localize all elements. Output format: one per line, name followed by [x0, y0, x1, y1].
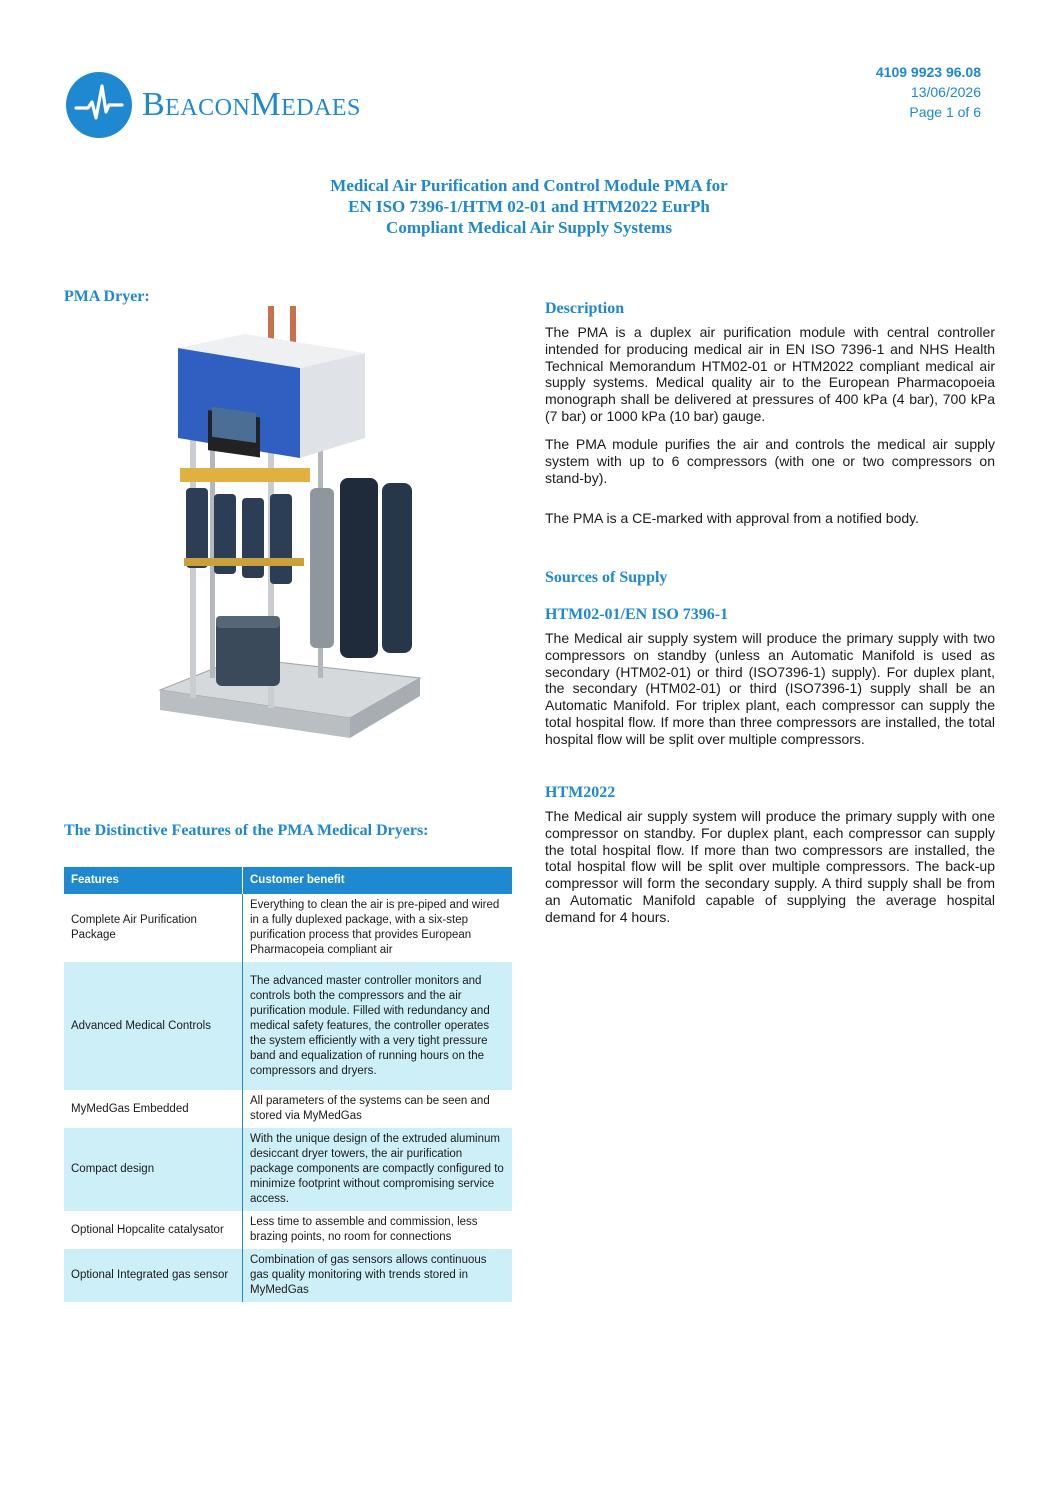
table-row: [64, 1211, 512, 1249]
feature-cell: MyMedGas Embedded: [64, 1090, 243, 1128]
company-logo: [66, 72, 361, 138]
benefit-cell: Combination of gas sensors allows continuous gas quality monitoring with trends stored in MyMedGas: [243, 1249, 513, 1302]
description-paragraph-2: The PMA module purifies the air and controls the medical air supply system with up to 6 compressors (with one or two compressors on stand-by).: [545, 436, 995, 486]
title-line-1: Medical Air Purification and Control Module PMA for: [330, 176, 728, 195]
table-row: [64, 1128, 512, 1211]
page-title: [0, 175, 1058, 238]
htm2022-heading: HTM2022: [545, 784, 616, 801]
feature-cell: Optional Hopcalite catalysator: [64, 1211, 243, 1249]
title-line-3: Compliant Medical Air Supply Systems: [386, 218, 672, 237]
column-header-benefit: Customer benefit: [243, 867, 513, 894]
column-header-features: Features: [64, 867, 243, 894]
feature-cell: Optional Integrated gas sensor: [64, 1249, 243, 1302]
features-table: [64, 867, 512, 1302]
table-row: [64, 962, 512, 1090]
description-paragraph-1: The PMA is a duplex air purification module with central controller intended for producing medical air in EN ISO 7396-1 and NHS Health Technical Memorandum HTM02-01 or HTM2022 compliant medical air supply systems. Medical quality air to the European Pharmacopoeia monograph shall be delivered at pressures of 400 kPa (4 bar), 700 kPa (7 bar) or 1000 kPa (10 bar) gauge.: [545, 324, 995, 424]
pma-dryer-heading: PMA Dryer:: [64, 288, 150, 305]
feature-cell: Complete Air Purification Package: [64, 894, 243, 962]
sources-heading: Sources of Supply: [545, 569, 668, 586]
document-date: 13/06/2026: [910, 84, 981, 100]
htm2022-paragraph: The Medical air supply system will produce the primary supply with one compressor on standby. For duplex plant, each compressor can supply the total hospital flow. If more than two compressors are installed, the total hospital flow will be split over multiple compressors. The back-up compressor will form the secondary supply. A third supply shall be from an Automatic Manifold capable of supplying the average hospital demand for 4 hours.: [545, 808, 995, 925]
htm0201-heading: HTM02-01/EN ISO 7396-1: [545, 606, 729, 623]
benefit-cell: Everything to clean the air is pre-piped and wired in a fully duplexed package, with a six-step purification process that provides European Pharmacopeia compliant air: [250, 899, 500, 956]
document-number: 4109 9923 96.08: [875, 64, 981, 80]
description-heading: Description: [545, 300, 625, 317]
feature-cell: Compact design: [64, 1128, 243, 1211]
htm0201-paragraph: The Medical air supply system will produce the primary supply with two compressors on standby (unless an Automatic Manifold is used as secondary (HTM02-01) or third (ISO7396-1) supply). For duplex plant, the secondary (HTM02-01) or third (ISO7396-1) supply shall be an Automatic Manifold. For triplex plant, each compressor can supply the total hospital flow. If more than three compressors are installed, the total hospital flow will be split over multiple compressors.: [545, 630, 995, 747]
document-info: [876, 62, 981, 122]
page-indicator: Page 1 of 6: [909, 104, 981, 120]
features-heading: The Distinctive Features of the PMA Medical Dryers:: [64, 822, 429, 839]
table-header-row: [64, 867, 512, 894]
title-line-2: EN ISO 7396-1/HTM 02-01 and HTM2022 EurPh: [348, 197, 710, 216]
logo-wordmark: BeaconMedaes: [142, 86, 361, 123]
table-row: [64, 1090, 512, 1128]
description-paragraph-3: The PMA is a CE-marked with approval from a notified body.: [545, 510, 920, 526]
benefit-cell: Less time to assemble and commission, less brazing points, no room for connections: [250, 1216, 478, 1243]
table-row: [64, 1249, 512, 1302]
benefit-cell: All parameters of the systems can be seen and stored via MyMedGas: [250, 1095, 490, 1122]
table-row: [64, 894, 512, 962]
pma-dryer-product-image: [150, 298, 430, 738]
benefit-cell: The advanced master controller monitors and controls both the compressors and the air purification module. Filled with redundancy and medical safety features, the controller operates the system efficiently with a very tight pressure band and equalization of running hours on the compressors and dryers.: [243, 962, 513, 1090]
benefit-cell: With the unique design of the extruded aluminum desiccant dryer towers, the air purification package components are compactly configured to minimize footprint without compromising service access.: [243, 1128, 513, 1211]
feature-cell: Advanced Medical Controls: [64, 962, 243, 1090]
heartbeat-logo-icon: [66, 72, 132, 138]
